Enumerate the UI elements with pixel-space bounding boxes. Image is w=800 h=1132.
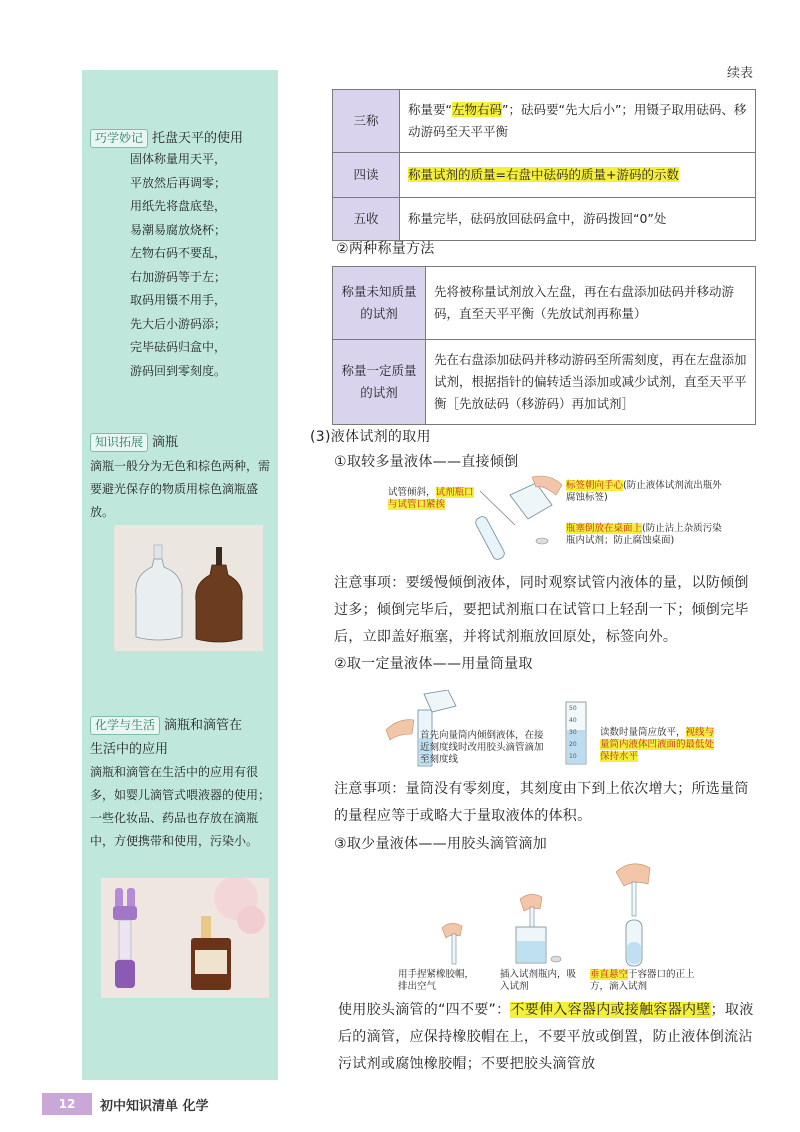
tick-label: 10 bbox=[569, 753, 577, 760]
measure-right-caption: 读数时量筒应放平，视线与量筒内液体凹液面的最低处保持水平 bbox=[600, 727, 715, 762]
heading-two-methods: ②两种称量方法 bbox=[336, 241, 435, 257]
section-liquid: (3)液体试剂的取用 bbox=[310, 429, 431, 445]
row-content: 称量要“左物右码”；砝码要“先大后小”；用镊子取用砝码、移动游码至天平平衡 bbox=[400, 90, 756, 153]
row-label: 称量未知质量的试剂 bbox=[333, 267, 426, 340]
tip-life bbox=[90, 714, 280, 735]
table-row bbox=[333, 90, 756, 153]
row-label: 三称 bbox=[333, 90, 400, 153]
dropper-bottle-text: 滴瓶一般分为无色和棕色两种，需要避光保存的物质用棕色滴瓶盛放。 bbox=[90, 459, 271, 519]
row-label: 四读 bbox=[333, 153, 400, 198]
row-content: 称量完毕，砝码放回砝码盒中，游码拨回“0”处 bbox=[400, 198, 756, 241]
tip-title-life-b: 生活中的应用 bbox=[90, 742, 169, 757]
pour-stopper-caption: 瓶塞倒放在桌面上(防止沾上杂质污染瓶内试剂；防止腐蚀桌面) bbox=[566, 523, 722, 546]
memory-poem bbox=[130, 148, 270, 383]
tick-label: 40 bbox=[569, 717, 577, 724]
four-donts-text: 使用胶头滴管的“四不要”：不要伸入容器内或接触容器内壁；取液后的滴管，应保持橡胶帽在上，不要平放或倒置，防止液体倒流沾污试剂或腐蚀橡胶帽；不要把胶头滴管放 bbox=[338, 1002, 754, 1072]
measure-left-caption: 首先向量筒内倾倒液体，在接近刻度线时改用胶头滴管滴加至刻度线 bbox=[420, 730, 544, 765]
balance-steps-table bbox=[332, 89, 756, 241]
tip-extension bbox=[90, 431, 275, 452]
row-content: 先在右盘添加砝码并移动游码至所需刻度，再在左盘添加试剂，根据指针的偏转适当添加或减少试剂，直至天平平衡［先放砝码（移游码）再加试剂］ bbox=[426, 340, 756, 425]
poem-line: 完毕砝码归盒中， bbox=[130, 340, 227, 354]
row-label: 五收 bbox=[333, 198, 400, 241]
pour-label-caption: 标签朝向手心(防止液体试剂流出瓶外腐蚀标签) bbox=[566, 480, 722, 503]
table-row bbox=[333, 267, 756, 340]
continued-label: 续表 bbox=[727, 66, 754, 81]
tip-tag-memory: 巧学妙记 bbox=[90, 129, 148, 148]
dropper-bottles-image bbox=[114, 525, 263, 651]
poem-line: 用纸先将盘底垫， bbox=[130, 199, 227, 213]
dropper-squeeze-illustration bbox=[438, 920, 474, 970]
weighing-methods-table bbox=[332, 266, 756, 425]
highlight: 不要伸入容器内或接触容器内壁 bbox=[510, 1002, 711, 1018]
table-row bbox=[333, 198, 756, 241]
tip-title-life-a: 滴瓶和滴管在 bbox=[164, 718, 243, 733]
poem-line: 易潮易腐放烧杯； bbox=[130, 222, 227, 237]
tip-title-dropper-bottle: 滴瓶 bbox=[152, 435, 179, 450]
dropper-products-image bbox=[101, 878, 269, 998]
tick-label: 20 bbox=[569, 741, 577, 748]
subsection-dropper: ③取少量液体——用胶头滴管滴加 bbox=[334, 836, 548, 852]
dropper-caption-1: 用手捏紧橡胶帽，排出空气 bbox=[398, 969, 475, 992]
table-row bbox=[333, 153, 756, 198]
subsection-pour: ①取较多量液体——直接倾倒 bbox=[334, 454, 519, 470]
poem-line: 左物右码不要乱， bbox=[130, 246, 227, 260]
tip-title-balance: 托盘天平的使用 bbox=[152, 131, 244, 146]
poem-line: 游码回到零刻度。 bbox=[130, 363, 227, 378]
dropper-draw-illustration bbox=[508, 893, 562, 967]
table-row bbox=[333, 340, 756, 425]
highlight: 左物右码 bbox=[451, 102, 502, 117]
pour-illustration bbox=[470, 475, 570, 565]
life-photo bbox=[101, 878, 269, 998]
pour-left-caption: 试管倾斜，试剂瓶口与试管口紧挨 bbox=[388, 487, 474, 510]
tip-tag-life: 化学与生活 bbox=[90, 716, 160, 735]
row-label: 称量一定质量的试剂 bbox=[333, 340, 426, 425]
life-text: 滴瓶和滴管在生活中的应用有很多，如婴儿滴管式喂液器的使用；一些化妆品、药品也存放在滴瓶中，方便携带和使用，污染小。 bbox=[90, 765, 271, 848]
row-content: 先将被称量试剂放入左盘，再在右盘添加砝码并移动游码，直至天平平衡（先放试剂再称量） bbox=[426, 267, 756, 340]
tick-label: 50 bbox=[569, 705, 577, 712]
poem-line: 右加游码等于左； bbox=[130, 269, 227, 284]
dropper-caption-3: 垂直悬空于容器口的正上方，滴入试剂 bbox=[590, 969, 695, 992]
note-measure: 注意事项：量筒没有零刻度，其刻度由下到上依次增大；所选量筒的量程应等于或略大于量取液体的体积。 bbox=[334, 781, 749, 824]
poem-line: 固体称量用天平， bbox=[130, 152, 227, 166]
dropper-caption-2: 插入试剂瓶内，吸入试剂 bbox=[500, 969, 577, 992]
dropper-bottles-photo bbox=[114, 525, 263, 651]
tick-label: 30 bbox=[569, 729, 577, 736]
book-title: 初中知识清单 化学 bbox=[100, 1099, 209, 1114]
tip-memory bbox=[90, 127, 275, 148]
note-pour: 注意事项：要缓慢倾倒液体，同时观察试管内液体的量，以防倾倒过多；倾倒完毕后，要把试剂瓶口在试管口上轻刮一下；倾倒完毕后，立即盖好瓶塞，并将试剂瓶放回原处，标签向外。 bbox=[334, 575, 749, 645]
highlight: 称量试剂的质量=右盘中砝码的质量+游码的示数 bbox=[408, 167, 679, 182]
graduated-cylinder bbox=[560, 700, 594, 766]
tip-tag-extension: 知识拓展 bbox=[90, 433, 148, 452]
poem-line: 取码用镊不用手， bbox=[130, 293, 227, 307]
poem-line: 平放然后再调零； bbox=[130, 175, 227, 190]
poem-line: 先大后小游码添； bbox=[130, 316, 227, 331]
dropper-drip-illustration bbox=[606, 862, 662, 970]
subsection-measure: ②取一定量液体——用量筒量取 bbox=[334, 656, 533, 672]
page-number: 12 bbox=[42, 1093, 92, 1115]
row-content bbox=[400, 153, 756, 198]
